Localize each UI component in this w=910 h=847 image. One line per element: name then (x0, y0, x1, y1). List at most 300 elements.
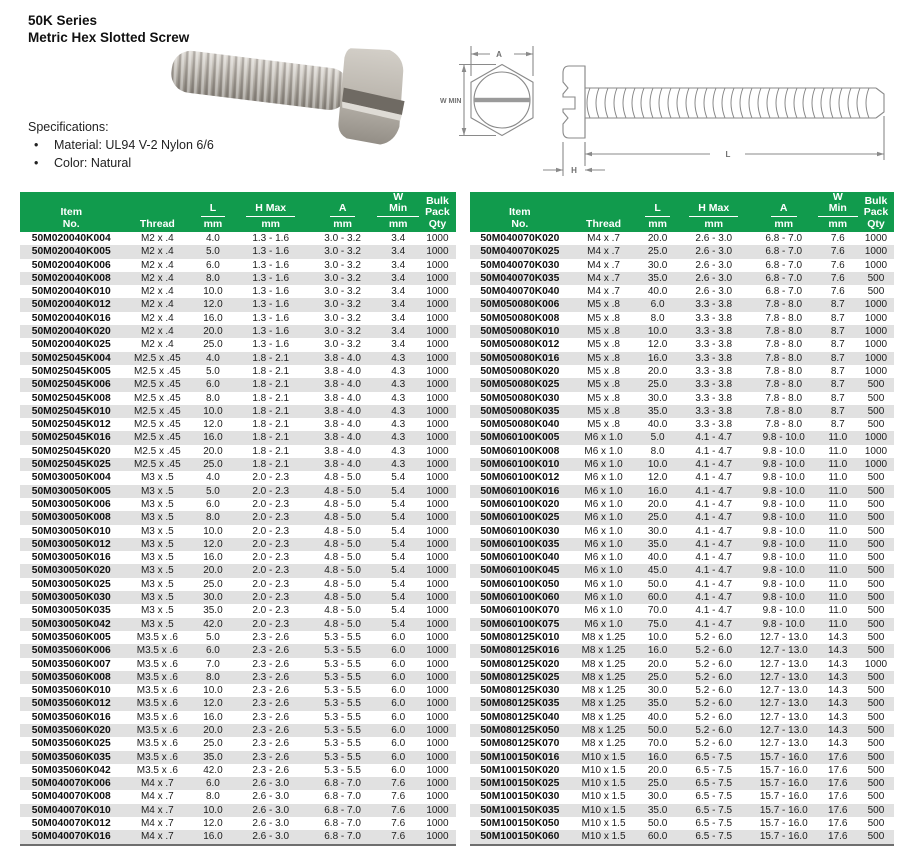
w-min-cell: 7.6 (391, 791, 406, 803)
thread-cell: M2 x .4 (140, 286, 174, 298)
table-row (20, 564, 456, 577)
item-no-cell: 50M035060K006 (31, 645, 111, 657)
length-cell: 25.0 (203, 578, 223, 590)
spec-color (28, 154, 214, 172)
qty-cell: 500 (867, 711, 885, 723)
a-cell: 7.8 - 8.0 (765, 352, 803, 364)
length-cell: 30.0 (647, 525, 668, 537)
qty-cell: 1000 (864, 352, 888, 364)
a-cell: 5.3 - 5.5 (324, 738, 361, 750)
w-min-cell: 7.6 (830, 233, 845, 244)
thread-cell: M2 x .4 (140, 312, 174, 324)
length-cell: 12.0 (647, 472, 668, 484)
table-row (470, 711, 894, 724)
item-no-cell: 50M080125K030 (480, 685, 560, 697)
length-cell: 16.0 (203, 552, 223, 564)
length-cell: 4.0 (205, 233, 220, 244)
table-row (470, 365, 894, 378)
item-no-cell: 50M025045K006 (31, 379, 111, 391)
h-max-cell: 2.3 - 2.6 (252, 685, 290, 697)
item-no-cell: 50M030050K004 (31, 472, 111, 484)
w-min-cell: 5.4 (391, 565, 406, 577)
column-header-a: A mm (308, 192, 378, 232)
item-no-cell: 50M040070K010 (31, 804, 111, 816)
w-min-cell: 5.4 (391, 472, 406, 484)
length-cell: 25.0 (203, 459, 223, 471)
a-cell: 3.0 - 3.2 (324, 272, 361, 284)
length-cell: 4.0 (205, 472, 220, 484)
qty-cell: 1000 (426, 459, 449, 471)
item-no-cell: 50M050080K006 (480, 299, 560, 311)
a-cell: 6.8 - 7.0 (324, 831, 361, 843)
product-title: Metric Hex Slotted Screw (28, 30, 190, 45)
table-row (470, 751, 894, 764)
item-no-cell: 50M060100K040 (480, 552, 560, 564)
qty-cell: 1000 (426, 233, 449, 244)
a-cell: 9.8 - 10.0 (762, 592, 805, 604)
table-row (470, 604, 894, 617)
item-no-cell: 50M060100K050 (480, 578, 560, 590)
column-header-w-min: W Min mm (818, 192, 858, 232)
w-min-cell: 8.7 (830, 299, 845, 311)
qty-cell: 500 (867, 631, 885, 643)
length-cell: 8.0 (205, 671, 220, 683)
item-no-cell: 50M100150K035 (480, 804, 560, 816)
qty-cell: 500 (867, 764, 885, 776)
w-min-cell: 14.3 (828, 738, 848, 750)
thread-cell: M8 x 1.25 (581, 658, 626, 670)
item-no-cell: 50M020040K008 (31, 272, 111, 284)
a-cell: 12.7 - 13.0 (759, 671, 808, 683)
w-min-cell: 6.0 (391, 645, 406, 657)
table-row (20, 525, 456, 538)
qty-cell: 500 (867, 791, 885, 803)
qty-cell: 500 (867, 272, 885, 284)
qty-cell: 1000 (864, 658, 888, 670)
spec-material (28, 136, 214, 154)
a-cell: 7.8 - 8.0 (765, 379, 803, 391)
length-cell: 7.0 (205, 658, 220, 670)
thread-cell: M5 x .8 (587, 419, 620, 431)
h-max-cell: 4.1 - 4.7 (695, 618, 733, 630)
w-min-cell: 8.7 (830, 392, 845, 404)
thread-cell: M3 x .5 (140, 472, 174, 484)
table-row (470, 525, 894, 538)
w-min-cell: 14.3 (828, 671, 848, 683)
w-min-cell: 14.3 (828, 658, 848, 670)
a-cell: 7.8 - 8.0 (765, 419, 803, 431)
w-min-cell: 7.6 (391, 818, 406, 830)
table-row (20, 578, 456, 591)
h-max-cell: 1.8 - 2.1 (252, 459, 290, 471)
item-no-cell: 50M060100K020 (480, 498, 560, 510)
h-max-cell: 2.6 - 3.0 (252, 831, 290, 843)
length-cell: 35.0 (647, 698, 668, 710)
a-cell: 6.8 - 7.0 (324, 791, 361, 803)
h-max-cell: 6.5 - 7.5 (695, 778, 733, 790)
item-no-cell: 50M040070K020 (480, 233, 560, 244)
item-no-cell: 50M035060K008 (31, 671, 111, 683)
table-row (470, 458, 894, 471)
thread-cell: M3 x .5 (140, 552, 174, 564)
thread-cell: M3 x .5 (140, 565, 174, 577)
table-row (20, 232, 456, 245)
qty-cell: 1000 (426, 804, 449, 816)
table-row (470, 498, 894, 511)
table-row (20, 392, 456, 405)
header-row (20, 192, 456, 232)
a-cell: 3.0 - 3.2 (324, 246, 361, 258)
item-no-cell: 50M060100K012 (480, 472, 560, 484)
thread-cell: M3 x .5 (140, 605, 174, 617)
item-no-cell: 50M100150K016 (480, 751, 560, 763)
thread-cell: M2.5 x .45 (133, 352, 181, 364)
h-max-cell: 3.3 - 3.8 (695, 339, 733, 351)
w-min-cell: 8.7 (830, 312, 845, 324)
thread-cell: M5 x .8 (587, 405, 620, 417)
item-no-cell: 50M080125K040 (480, 711, 560, 723)
a-cell: 3.0 - 3.2 (324, 233, 361, 244)
length-cell: 10.0 (647, 631, 668, 643)
thread-cell: M8 x 1.25 (581, 724, 626, 736)
item-no-cell: 50M030050K035 (31, 605, 111, 617)
thread-cell: M4 x .7 (587, 233, 620, 244)
a-cell: 3.0 - 3.2 (324, 259, 361, 271)
thread-cell: M3.5 x .6 (136, 645, 178, 657)
w-min-cell: 8.7 (830, 405, 845, 417)
h-max-cell: 2.0 - 2.3 (252, 485, 290, 497)
w-min-cell: 8.7 (830, 326, 845, 338)
w-min-cell: 5.4 (391, 485, 406, 497)
item-no-cell: 50M060100K016 (480, 485, 560, 497)
thread-cell: M2.5 x .45 (133, 405, 181, 417)
a-cell: 9.8 - 10.0 (762, 472, 805, 484)
h-max-cell: 4.1 - 4.7 (695, 432, 733, 444)
thread-cell: M2 x .4 (140, 233, 174, 244)
table-row (470, 564, 894, 577)
a-cell: 5.3 - 5.5 (324, 751, 361, 763)
qty-cell: 1000 (426, 326, 449, 338)
qty-cell: 1000 (426, 352, 449, 364)
length-cell: 35.0 (647, 804, 668, 816)
item-no-cell: 50M100150K030 (480, 791, 560, 803)
length-cell: 25.0 (647, 379, 668, 391)
item-no-cell: 50M080125K025 (480, 671, 560, 683)
h-max-cell: 5.2 - 6.0 (695, 685, 733, 697)
a-cell: 4.8 - 5.0 (324, 538, 361, 550)
h-max-cell: 4.1 - 4.7 (695, 498, 733, 510)
h-max-cell: 2.0 - 2.3 (252, 512, 290, 524)
thread-cell: M5 x .8 (587, 352, 620, 364)
h-max-cell: 2.3 - 2.6 (252, 738, 290, 750)
thread-cell: M8 x 1.25 (581, 645, 626, 657)
a-cell: 9.8 - 10.0 (762, 485, 805, 497)
length-cell: 6.0 (205, 379, 220, 391)
thread-cell: M6 x 1.0 (584, 592, 623, 604)
length-cell: 20.0 (203, 565, 223, 577)
h-max-cell: 1.3 - 1.6 (252, 299, 290, 311)
item-no-cell: 50M060100K045 (480, 565, 560, 577)
h-max-cell: 3.3 - 3.8 (695, 312, 733, 324)
a-cell: 5.3 - 5.5 (324, 631, 361, 643)
a-cell: 5.3 - 5.5 (324, 724, 361, 736)
item-no-cell: 50M030050K016 (31, 552, 111, 564)
length-cell: 20.0 (647, 764, 668, 776)
a-cell: 7.8 - 8.0 (765, 299, 803, 311)
item-no-cell: 50M030050K042 (31, 618, 111, 630)
h-max-cell: 1.8 - 2.1 (252, 419, 290, 431)
table-row (470, 618, 894, 631)
w-min-cell: 17.6 (828, 778, 848, 790)
qty-cell: 1000 (426, 631, 449, 643)
length-cell: 35.0 (203, 605, 223, 617)
item-no-cell: 50M100150K020 (480, 764, 560, 776)
length-cell: 12.0 (203, 818, 223, 830)
qty-cell: 1000 (426, 445, 449, 457)
qty-cell: 500 (867, 405, 885, 417)
table-row (20, 272, 456, 285)
w-min-cell: 6.0 (391, 685, 406, 697)
w-min-cell: 11.0 (828, 525, 848, 537)
w-min-cell: 17.6 (828, 764, 848, 776)
h-max-cell: 1.3 - 1.6 (252, 259, 290, 271)
h-max-cell: 5.2 - 6.0 (695, 658, 733, 670)
thread-cell: M5 x .8 (587, 379, 620, 391)
w-min-cell: 14.3 (828, 631, 848, 643)
qty-cell: 500 (867, 804, 885, 816)
qty-cell: 500 (867, 419, 885, 431)
table-row (20, 471, 456, 484)
thread-cell: M3 x .5 (140, 485, 174, 497)
thread-cell: M3.5 x .6 (136, 671, 178, 683)
table-row (470, 445, 894, 458)
h-max-cell: 2.0 - 2.3 (252, 472, 290, 484)
item-no-cell: 50M040070K016 (31, 831, 111, 843)
table-row (20, 298, 456, 311)
table-row (20, 312, 456, 325)
w-min-cell: 4.3 (391, 365, 406, 377)
w-min-cell: 14.3 (828, 685, 848, 697)
thread-cell: M5 x .8 (587, 365, 620, 377)
a-cell: 7.8 - 8.0 (765, 326, 803, 338)
qty-cell: 1000 (864, 459, 888, 471)
h-max-cell: 5.2 - 6.0 (695, 698, 733, 710)
table-row (470, 830, 894, 844)
w-min-cell: 11.0 (828, 485, 848, 497)
h-max-cell: 5.2 - 6.0 (695, 631, 733, 643)
w-min-cell: 17.6 (828, 791, 848, 803)
table-row (470, 298, 894, 311)
item-no-cell: 50M035060K042 (31, 764, 111, 776)
table-row (20, 737, 456, 750)
a-cell: 15.7 - 16.0 (759, 818, 808, 830)
w-min-cell: 6.0 (391, 631, 406, 643)
qty-cell: 1000 (426, 618, 449, 630)
length-cell: 4.0 (205, 352, 220, 364)
qty-cell: 1000 (426, 392, 449, 404)
w-min-cell: 4.3 (391, 352, 406, 364)
qty-cell: 1000 (426, 711, 449, 723)
w-min-cell: 6.0 (391, 764, 406, 776)
length-cell: 6.0 (205, 645, 220, 657)
qty-cell: 1000 (426, 818, 449, 830)
qty-cell: 1000 (426, 764, 449, 776)
w-min-cell: 6.0 (391, 711, 406, 723)
length-cell: 16.0 (203, 831, 223, 843)
w-min-cell: 5.4 (391, 605, 406, 617)
length-cell: 8.0 (205, 272, 220, 284)
w-min-cell: 11.0 (828, 445, 848, 457)
a-cell: 9.8 - 10.0 (762, 432, 805, 444)
table-row (470, 431, 894, 444)
length-cell: 20.0 (647, 365, 668, 377)
w-min-cell: 7.6 (391, 804, 406, 816)
h-max-cell: 4.1 - 4.7 (695, 485, 733, 497)
h-max-cell: 3.3 - 3.8 (695, 352, 733, 364)
qty-cell: 500 (867, 565, 885, 577)
a-cell: 15.7 - 16.0 (759, 751, 808, 763)
table-row (20, 804, 456, 817)
h-max-cell: 2.3 - 2.6 (252, 658, 290, 670)
qty-cell: 1000 (426, 512, 449, 524)
length-cell: 16.0 (203, 711, 223, 723)
a-cell: 5.3 - 5.5 (324, 698, 361, 710)
qty-cell: 1000 (426, 831, 449, 843)
qty-cell: 500 (867, 738, 885, 750)
length-cell: 8.0 (650, 445, 665, 457)
a-cell: 12.7 - 13.0 (759, 631, 808, 643)
a-cell: 6.8 - 7.0 (765, 246, 803, 258)
dim-label-a: A (496, 50, 502, 59)
table-row (470, 392, 894, 405)
item-no-cell: 50M060100K035 (480, 538, 560, 550)
thread-cell: M6 x 1.0 (584, 605, 623, 617)
w-min-cell: 11.0 (828, 605, 848, 617)
item-no-cell: 50M035060K005 (31, 631, 111, 643)
w-min-cell: 4.3 (391, 419, 406, 431)
a-cell: 3.0 - 3.2 (324, 326, 361, 338)
item-no-cell: 50M040070K040 (480, 286, 560, 298)
length-cell: 35.0 (203, 751, 223, 763)
a-cell: 6.8 - 7.0 (324, 818, 361, 830)
table-row (20, 658, 456, 671)
w-min-cell: 5.4 (391, 578, 406, 590)
w-min-cell: 17.6 (828, 804, 848, 816)
table-row (20, 325, 456, 338)
h-max-cell: 5.2 - 6.0 (695, 645, 733, 657)
qty-cell: 500 (867, 671, 885, 683)
a-cell: 6.8 - 7.0 (765, 286, 803, 298)
qty-cell: 500 (867, 724, 885, 736)
a-cell: 15.7 - 16.0 (759, 778, 808, 790)
column-header-a: A mm (750, 192, 818, 232)
table-row (470, 285, 894, 298)
table-row (20, 644, 456, 657)
thread-cell: M10 x 1.5 (581, 764, 626, 776)
qty-cell: 1000 (426, 538, 449, 550)
a-cell: 3.0 - 3.2 (324, 339, 361, 351)
thread-cell: M6 x 1.0 (584, 618, 623, 630)
a-cell: 4.8 - 5.0 (324, 485, 361, 497)
column-header-qty: Bulk Pack Qty (419, 192, 456, 232)
h-max-cell: 2.3 - 2.6 (252, 631, 290, 643)
length-cell: 10.0 (647, 459, 668, 471)
qty-cell: 500 (867, 818, 885, 830)
item-no-cell: 50M080125K016 (480, 645, 560, 657)
table-row (470, 724, 894, 737)
table-row (470, 538, 894, 551)
a-cell: 9.8 - 10.0 (762, 459, 805, 471)
item-no-cell: 50M035060K012 (31, 698, 111, 710)
thread-cell: M2.5 x .45 (133, 459, 181, 471)
qty-cell: 500 (867, 831, 885, 843)
table-row (470, 697, 894, 710)
right-product-table (470, 192, 894, 846)
bullet-icon: • (34, 138, 39, 152)
qty-cell: 1000 (426, 246, 449, 258)
a-cell: 5.3 - 5.5 (324, 645, 361, 657)
thread-cell: M3.5 x .6 (136, 685, 178, 697)
length-cell: 8.0 (205, 392, 220, 404)
w-min-cell: 7.6 (830, 286, 845, 298)
a-cell: 3.0 - 3.2 (324, 312, 361, 324)
a-cell: 7.8 - 8.0 (765, 339, 803, 351)
qty-cell: 1000 (426, 791, 449, 803)
a-cell: 9.8 - 10.0 (762, 552, 805, 564)
thread-cell: M4 x .7 (140, 818, 174, 830)
left-product-table (20, 192, 456, 846)
w-min-cell: 11.0 (828, 578, 848, 590)
thread-cell: M4 x .7 (140, 791, 174, 803)
item-no-cell: 50M050080K040 (480, 419, 560, 431)
item-no-cell: 50M040070K012 (31, 818, 111, 830)
column-header-w-min: W Min mm (377, 192, 418, 232)
specifications (28, 118, 214, 172)
h-max-cell: 6.5 - 7.5 (695, 751, 733, 763)
qty-cell: 1000 (426, 272, 449, 284)
w-min-cell: 5.4 (391, 538, 406, 550)
thread-cell: M8 x 1.25 (581, 631, 626, 643)
column-header-item-no: Item No. (470, 192, 570, 232)
thread-cell: M10 x 1.5 (581, 818, 626, 830)
h-max-cell: 2.3 - 2.6 (252, 751, 290, 763)
a-cell: 3.0 - 3.2 (324, 299, 361, 311)
table-row (20, 551, 456, 564)
qty-cell: 1000 (426, 578, 449, 590)
table-row (20, 431, 456, 444)
table-row (20, 671, 456, 684)
item-no-cell: 50M035060K035 (31, 751, 111, 763)
h-max-cell: 2.0 - 2.3 (252, 578, 290, 590)
item-no-cell: 50M025045K012 (31, 419, 111, 431)
length-cell: 8.0 (205, 512, 220, 524)
qty-cell: 1000 (426, 724, 449, 736)
column-header-l: L mm (637, 192, 677, 232)
qty-cell: 1000 (426, 552, 449, 564)
h-max-cell: 6.5 - 7.5 (695, 764, 733, 776)
item-no-cell: 50M035060K025 (31, 738, 111, 750)
thread-cell: M3 x .5 (140, 618, 174, 630)
h-max-cell: 6.5 - 7.5 (695, 818, 733, 830)
h-max-cell: 2.6 - 3.0 (252, 778, 290, 790)
qty-cell: 1000 (426, 592, 449, 604)
table-row (470, 591, 894, 604)
a-cell: 3.8 - 4.0 (324, 352, 361, 364)
table-row (470, 644, 894, 657)
thread-cell: M2.5 x .45 (133, 392, 181, 404)
column-header-h-max: H Max mm (678, 192, 750, 232)
thread-cell: M6 x 1.0 (584, 498, 623, 510)
